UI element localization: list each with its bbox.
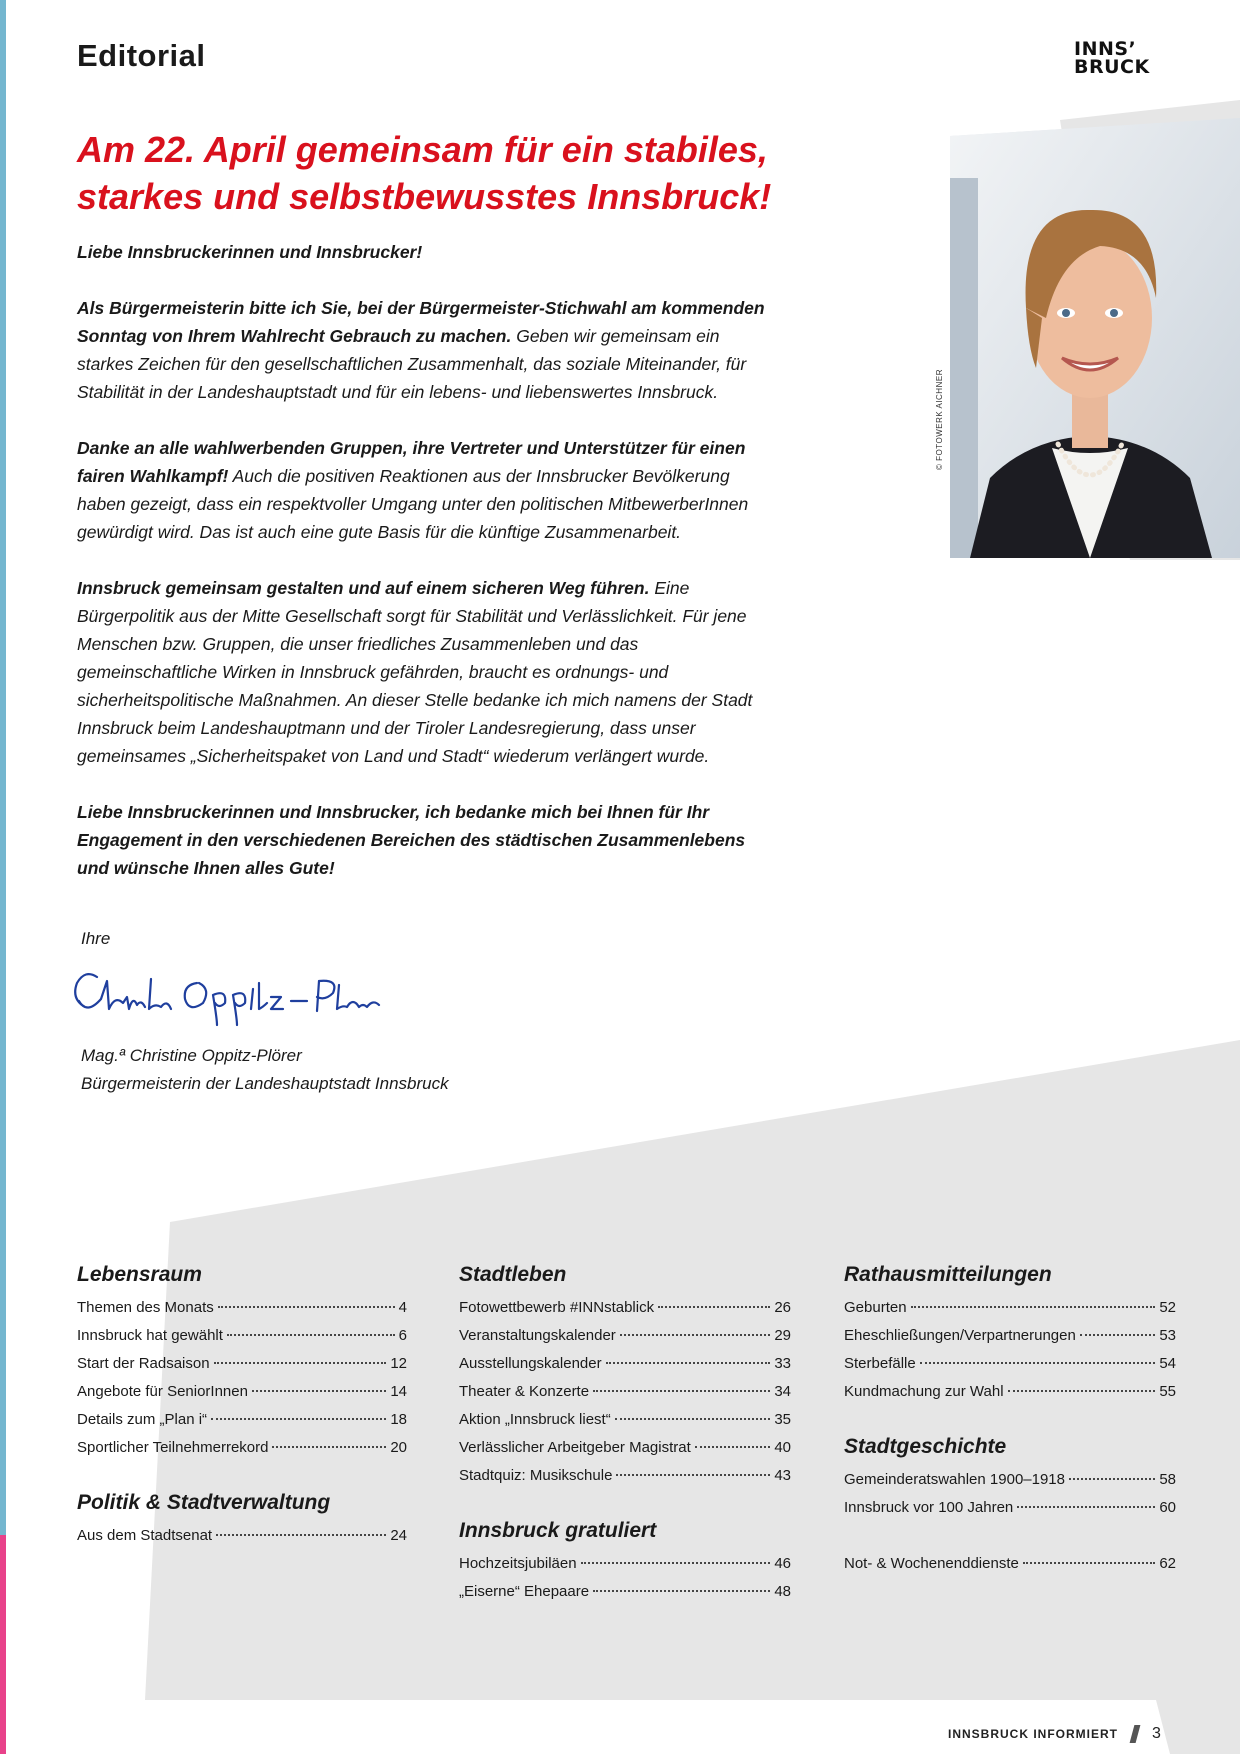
portrait-photo xyxy=(950,118,1240,558)
toc-item[interactable] xyxy=(459,1406,791,1434)
toc-item-page: 54 xyxy=(1159,1355,1176,1372)
logo-line-2: BRUCK xyxy=(1074,56,1150,78)
toc-list-stadtgeschichte xyxy=(844,1466,1176,1522)
toc-item-title: Ausstellungskalender xyxy=(459,1355,602,1372)
toc-item[interactable] xyxy=(459,1378,791,1406)
paragraph-1 xyxy=(77,294,777,406)
paragraph-3 xyxy=(77,574,777,770)
footer-slash xyxy=(1130,1725,1141,1743)
toc-item-page: 60 xyxy=(1159,1499,1176,1516)
toc-heading-stadtleben: Stadtleben xyxy=(459,1263,567,1286)
toc-leader xyxy=(272,1446,386,1448)
toc-item-title: Themen des Monats xyxy=(77,1299,214,1316)
toc-item[interactable] xyxy=(844,1494,1176,1522)
toc-leader xyxy=(695,1446,771,1448)
toc-item-page: 48 xyxy=(774,1583,791,1600)
toc-list-politik xyxy=(77,1522,407,1550)
toc-leader xyxy=(216,1534,386,1536)
toc-leader xyxy=(227,1334,395,1336)
toc-item-page: 52 xyxy=(1159,1299,1176,1316)
salutation: Ihre xyxy=(81,929,111,948)
toc-item[interactable] xyxy=(77,1294,407,1322)
toc-item-title: Eheschließungen/Verpartnerungen xyxy=(844,1327,1076,1344)
toc-item-title: Stadtquiz: Musikschule xyxy=(459,1467,613,1484)
toc-item-page: 40 xyxy=(774,1439,791,1456)
toc-heading-gratuliert: Innsbruck gratuliert xyxy=(459,1519,657,1542)
paragraph-3-text: Eine Bürgerpolitik aus der Mitte Gesellschaft sorgt für Stabilität und Verlässlichkeit. Für jene Menschen bzw. Gruppen, die unser friedliches Zusammenleben und das gemeinschaftliche Wirken in Innsbruck gefährden, braucht es ordnungs- und sicherheitspolitische Maßnahmen. An dieser Stelle bedanke ich mich namens der Stadt Innsbruck beim Landeshauptmann und der Tiroler Landesregierung, dass unser gemeinsames „Sicherheitspaket von Land und Stadt“ wiederum verlängert wurde. xyxy=(77,578,753,766)
paragraph-1-lead: Als Bürgermeisterin bitte ich Sie, bei der Bürgermeister-Stichwahl am kommenden Sonntag von Ihrem Wahlrecht Gebrauch zu machen. xyxy=(77,298,765,346)
toc-item[interactable] xyxy=(77,1350,407,1378)
toc-leader xyxy=(593,1390,770,1392)
innsbruck-logo xyxy=(1074,40,1154,76)
toc-heading-rathaus: Rathausmitteilungen xyxy=(844,1263,1052,1286)
toc-leader xyxy=(911,1306,1156,1308)
toc-item-page: 29 xyxy=(774,1327,791,1344)
toc-item[interactable] xyxy=(844,1350,1176,1378)
toc-item-title: Aktion „Innsbruck liest“ xyxy=(459,1411,611,1428)
toc-item-title: Verlässlicher Arbeitgeber Magistrat xyxy=(459,1439,691,1456)
toc-item-title: Kundmachung zur Wahl xyxy=(844,1383,1004,1400)
signer-name: Mag.ª Christine Oppitz-Plörer xyxy=(81,1046,302,1065)
toc-item-title: Innsbruck hat gewählt xyxy=(77,1327,223,1344)
photo-credit: © FOTOWERK AICHNER xyxy=(935,369,944,470)
toc-item-page: 46 xyxy=(774,1555,791,1572)
paragraph-4 xyxy=(77,798,777,882)
toc-leader xyxy=(615,1418,771,1420)
toc-gap xyxy=(844,1406,1176,1432)
section-label: Editorial xyxy=(77,38,206,73)
toc-item-page: 33 xyxy=(774,1355,791,1372)
toc-gap xyxy=(459,1490,791,1516)
toc-leader xyxy=(1017,1506,1155,1508)
toc-item[interactable] xyxy=(844,1378,1176,1406)
toc-gap xyxy=(77,1462,407,1488)
paragraph-2-lead: Danke an alle wahlwerbenden Gruppen, ihre Vertreter und Unterstützer für einen fairen Wahlkampf! xyxy=(77,438,746,486)
paragraph-4-lead: Liebe Innsbruckerinnen und Innsbrucker, ich bedanke mich bei Ihnen für Ihr Engagement in den verschiedenen Bereichen des städtischen Zusammenlebens und wünsche Ihnen alles Gute! xyxy=(77,802,746,878)
toc-item-page: 43 xyxy=(774,1467,791,1484)
toc-column-3 xyxy=(844,1260,1176,1578)
toc-leader xyxy=(658,1306,770,1308)
toc-item-title: Aus dem Stadtsenat xyxy=(77,1527,213,1544)
toc-item[interactable] xyxy=(844,1550,1176,1578)
toc-item-title: Not- & Wochenenddienste xyxy=(844,1555,1019,1572)
toc-list-gratuliert xyxy=(459,1550,791,1606)
toc-leader xyxy=(593,1590,770,1592)
toc-leader xyxy=(1023,1562,1155,1564)
page-number: 3 xyxy=(1152,1725,1161,1742)
toc-item[interactable] xyxy=(844,1466,1176,1494)
toc-item[interactable] xyxy=(459,1322,791,1350)
toc-item-page: 14 xyxy=(390,1383,407,1400)
toc-item[interactable] xyxy=(459,1294,791,1322)
toc-item-title: Start der Radsaison xyxy=(77,1355,210,1372)
toc-leader xyxy=(1008,1390,1156,1392)
headline: Am 22. April gemeinsam für ein stabiles, starkes und selbstbewusstes Innsbruck! xyxy=(77,129,772,217)
toc-leader xyxy=(1069,1478,1155,1480)
toc-item-page: 58 xyxy=(1159,1471,1176,1488)
toc-item-title: Sportlicher Teilnehmerrekord xyxy=(77,1439,269,1456)
toc-item-page: 62 xyxy=(1159,1555,1176,1572)
paragraph-2 xyxy=(77,434,777,546)
toc-heading-stadtgeschichte: Stadtgeschichte xyxy=(844,1435,1007,1458)
toc-item[interactable] xyxy=(77,1378,407,1406)
toc-item[interactable] xyxy=(77,1322,407,1350)
toc-heading-lebensraum: Lebensraum xyxy=(77,1263,202,1286)
toc-column-1 xyxy=(77,1260,407,1550)
toc-item-title: „Eiserne“ Ehepaare xyxy=(459,1583,590,1600)
toc-list-stadtleben xyxy=(459,1294,791,1490)
toc-item-page: 34 xyxy=(774,1383,791,1400)
toc-item[interactable] xyxy=(459,1462,791,1490)
toc-leader xyxy=(214,1362,387,1364)
toc-item-title: Hochzeitsjubiläen xyxy=(459,1555,577,1572)
toc-item-page: 53 xyxy=(1159,1327,1176,1344)
closing-block xyxy=(81,925,681,1098)
toc-list-rathaus xyxy=(844,1294,1176,1406)
greeting xyxy=(77,238,777,266)
greeting-text: Liebe Innsbruckerinnen und Innsbrucker! xyxy=(77,242,423,262)
toc-item-page: 26 xyxy=(774,1299,791,1316)
toc-leader xyxy=(211,1418,386,1420)
toc-item-title: Theater & Konzerte xyxy=(459,1383,590,1400)
toc-gap xyxy=(844,1522,1176,1550)
toc-item-title: Details zum „Plan i“ xyxy=(77,1411,208,1428)
signer-role: Bürgermeisterin der Landeshauptstadt Innsbruck xyxy=(81,1074,449,1093)
toc-item-page: 4 xyxy=(398,1299,407,1316)
toc-leader xyxy=(252,1390,386,1392)
toc-list-misc xyxy=(844,1550,1176,1578)
toc-item[interactable] xyxy=(459,1434,791,1462)
toc-item-page: 12 xyxy=(390,1355,407,1372)
paragraph-1-text: Geben wir gemeinsam ein starkes Zeichen für den gesellschaftlichen Zusammenhalt, das soziale Miteinander, für Stabilität in der Landeshauptstadt und für ein lebens- und liebenswertes Innsbruck. xyxy=(77,326,747,402)
paragraph-2-text: Auch die positiven Reaktionen aus der Innsbrucker Bevölkerung haben gezeigt, dass ein respektvoller Umgang unter den politischen MitbewerberInnen gewürdigt wird. Das ist auch eine gute Basis für die künftige Zusammenarbeit. xyxy=(77,466,749,542)
toc-item[interactable] xyxy=(459,1350,791,1378)
toc-item[interactable] xyxy=(77,1406,407,1434)
toc-leader xyxy=(620,1334,771,1336)
paragraph-3-lead: Innsbruck gemeinsam gestalten und auf einem sicheren Weg führen. xyxy=(77,578,650,598)
toc-item-page: 18 xyxy=(390,1411,407,1428)
toc-leader xyxy=(606,1362,771,1364)
toc-item-title: Angebote für SeniorInnen xyxy=(77,1383,248,1400)
toc-leader xyxy=(616,1474,770,1476)
toc-leader xyxy=(920,1362,1156,1364)
toc-item-page: 35 xyxy=(774,1411,791,1428)
toc-item[interactable] xyxy=(844,1294,1176,1322)
toc-item-title: Innsbruck vor 100 Jahren xyxy=(844,1499,1014,1516)
editorial-body xyxy=(77,238,777,910)
toc-item-page: 6 xyxy=(398,1327,407,1344)
handwritten-signature xyxy=(67,959,397,1029)
toc-item-title: Geburten xyxy=(844,1299,907,1316)
toc-item-title: Gemeinderatswahlen 1900–1918 xyxy=(844,1471,1065,1488)
toc-leader xyxy=(581,1562,771,1564)
toc-leader xyxy=(218,1306,395,1308)
toc-item[interactable] xyxy=(844,1322,1176,1350)
toc-item[interactable] xyxy=(77,1522,407,1550)
toc-item-page: 55 xyxy=(1159,1383,1176,1400)
toc-item-title: Sterbefälle xyxy=(844,1355,916,1372)
toc-item[interactable] xyxy=(77,1434,407,1462)
toc-column-2 xyxy=(459,1260,791,1606)
toc-item-title: Fotowettbewerb #INNstablick xyxy=(459,1299,655,1316)
toc-item-page: 20 xyxy=(390,1439,407,1456)
toc-item-title: Veranstaltungskalender xyxy=(459,1327,616,1344)
toc-leader xyxy=(1080,1334,1155,1336)
toc-item-page: 24 xyxy=(390,1527,407,1544)
toc-list-lebensraum xyxy=(77,1294,407,1462)
toc-item[interactable] xyxy=(459,1578,791,1606)
publication-name: INNSBRUCK INFORMIERT xyxy=(948,1727,1118,1741)
page-footer xyxy=(948,1725,1161,1743)
logo-line-1: INNS’ xyxy=(1074,38,1137,60)
toc-item[interactable] xyxy=(459,1550,791,1578)
toc-heading-politik: Politik & Stadtverwaltung xyxy=(77,1491,331,1514)
